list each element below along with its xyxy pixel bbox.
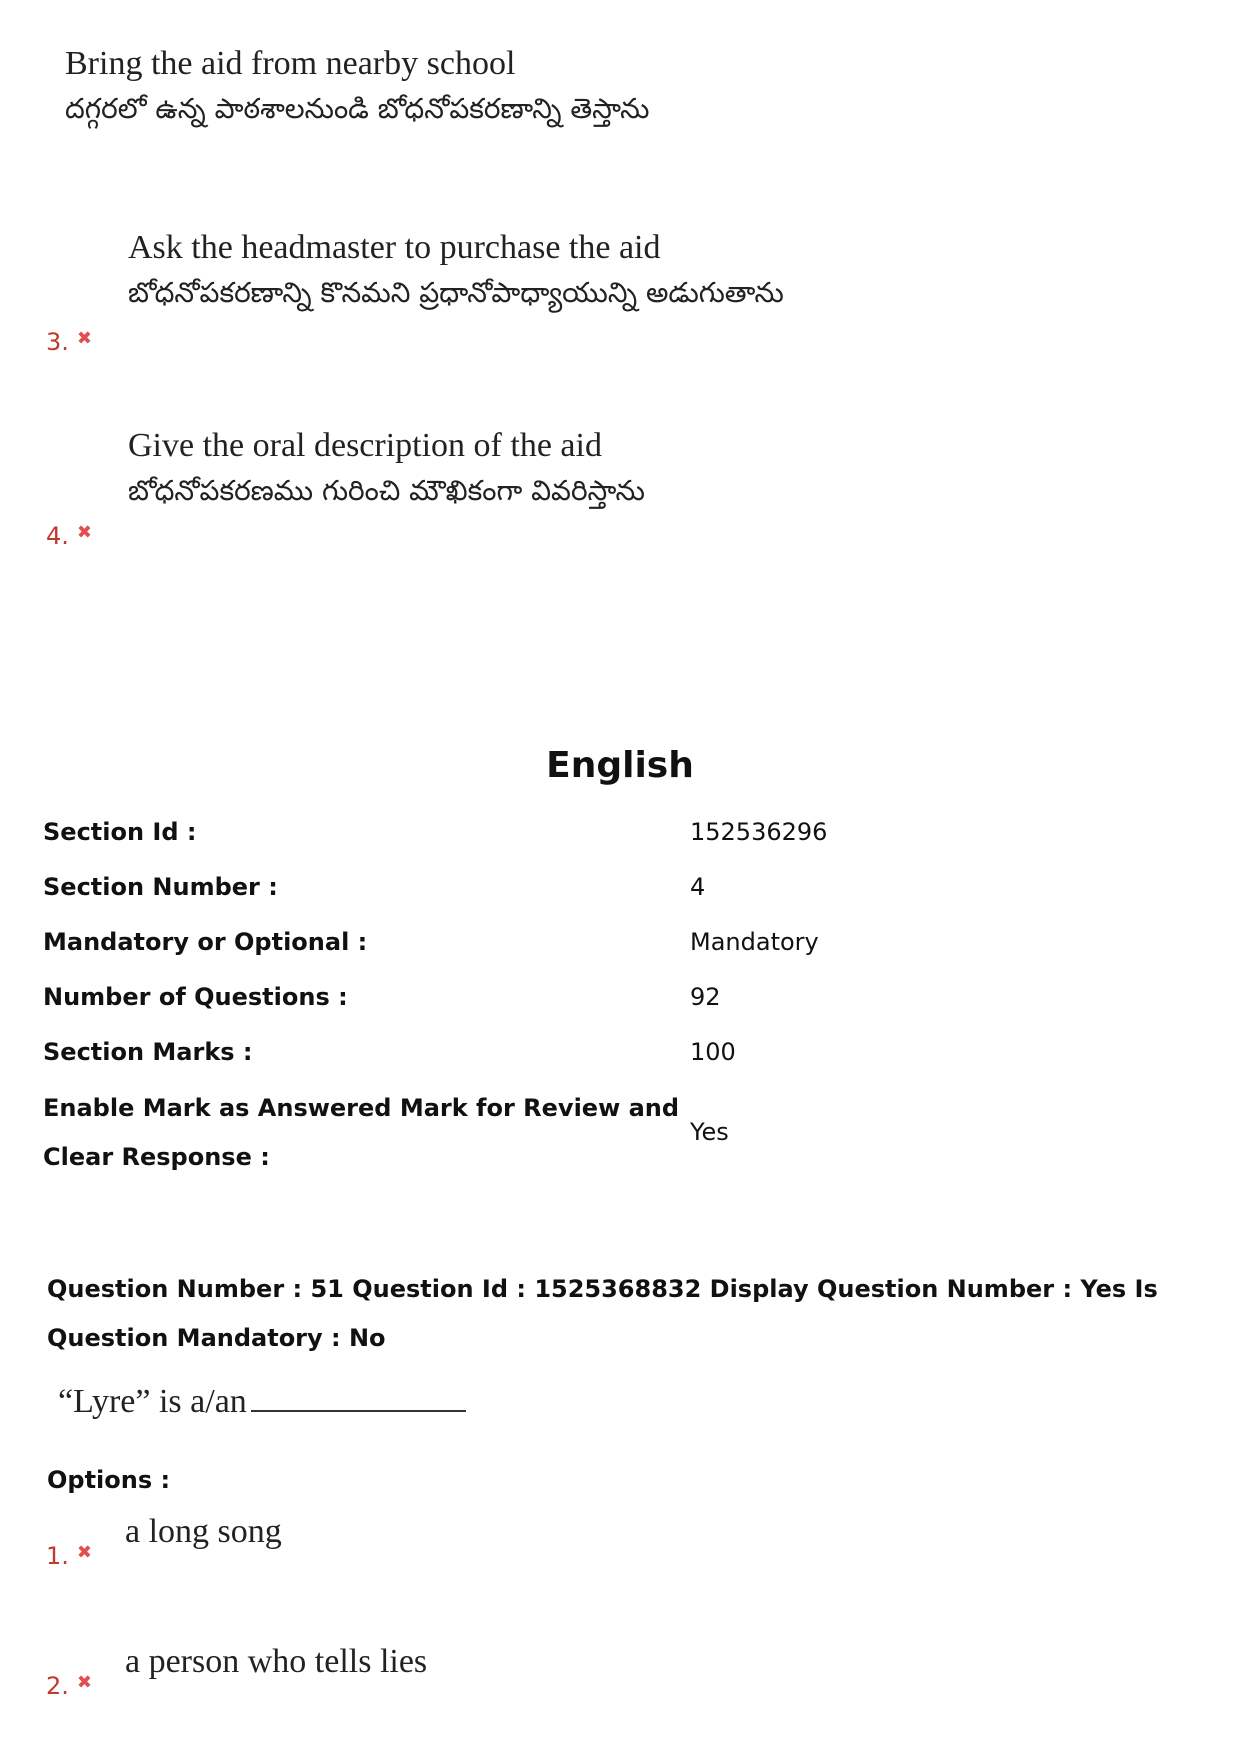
mandatory-value: Mandatory — [690, 928, 819, 956]
prev-option-3 — [128, 228, 784, 311]
section-marks-value: 100 — [690, 1038, 736, 1066]
section-id-value: 152536296 — [690, 818, 828, 846]
section-number-value: 4 — [690, 873, 706, 901]
option-1-text: a long song — [125, 1513, 282, 1550]
cross-icon: ✖ — [76, 1542, 92, 1563]
question-stem: “Lyre” is a/an — [58, 1383, 247, 1420]
prev-option-3-marker — [46, 328, 92, 356]
cross-icon: ✖ — [76, 328, 92, 349]
option-number: 1. — [46, 1542, 69, 1570]
mandatory-label: Mandatory or Optional : — [43, 928, 368, 956]
option-2-text: a person who tells lies — [125, 1643, 428, 1680]
option-2-marker — [46, 1672, 92, 1700]
section-title: English — [546, 745, 694, 786]
question-count-value: 92 — [690, 983, 721, 1011]
answer-blank — [251, 1380, 466, 1412]
option-1-marker — [46, 1542, 92, 1570]
option-english-text: Bring the aid from nearby school — [65, 45, 516, 82]
option-number: 3. — [46, 328, 69, 356]
enable-mark-label-line2: Clear Response : — [43, 1143, 270, 1171]
question-text — [58, 1380, 466, 1421]
options-label: Options : — [47, 1466, 171, 1494]
option-telugu-text: దగ్గరలో ఉన్న పాఠశాలనుండి బోధనోపకరణాన్ని తెస్తాను — [65, 92, 650, 126]
prev-option-4 — [128, 426, 645, 509]
prev-option-4-marker — [46, 522, 92, 550]
option-telugu-text: బోధనోపకరణాన్ని కొనమని ప్రధానోపాధ్యాయున్ని అడుగుతాను — [128, 276, 784, 310]
section-id-label: Section Id : — [43, 818, 197, 846]
option-telugu-text: బోధనోపకరణము గురించి మౌఖికంగా వివరిస్తాను — [128, 474, 645, 508]
option-english-text: Ask the headmaster to purchase the aid — [128, 229, 661, 266]
option-english-text: Give the oral description of the aid — [128, 427, 602, 464]
option-number: 2. — [46, 1672, 69, 1700]
prev-option-2 — [65, 44, 649, 127]
enable-mark-value: Yes — [690, 1118, 729, 1146]
section-number-label: Section Number : — [43, 873, 278, 901]
cross-icon: ✖ — [76, 522, 92, 543]
question-count-label: Number of Questions : — [43, 983, 348, 1011]
section-marks-label: Section Marks : — [43, 1038, 253, 1066]
cross-icon: ✖ — [76, 1672, 92, 1693]
option-number: 4. — [46, 522, 69, 550]
question-meta: Question Number : 51 Question Id : 1525368832 Display Question Number : Yes Is Question Mandatory : No — [47, 1275, 1158, 1352]
enable-mark-label: Enable Mark as Answered Mark for Review and — [43, 1094, 680, 1122]
